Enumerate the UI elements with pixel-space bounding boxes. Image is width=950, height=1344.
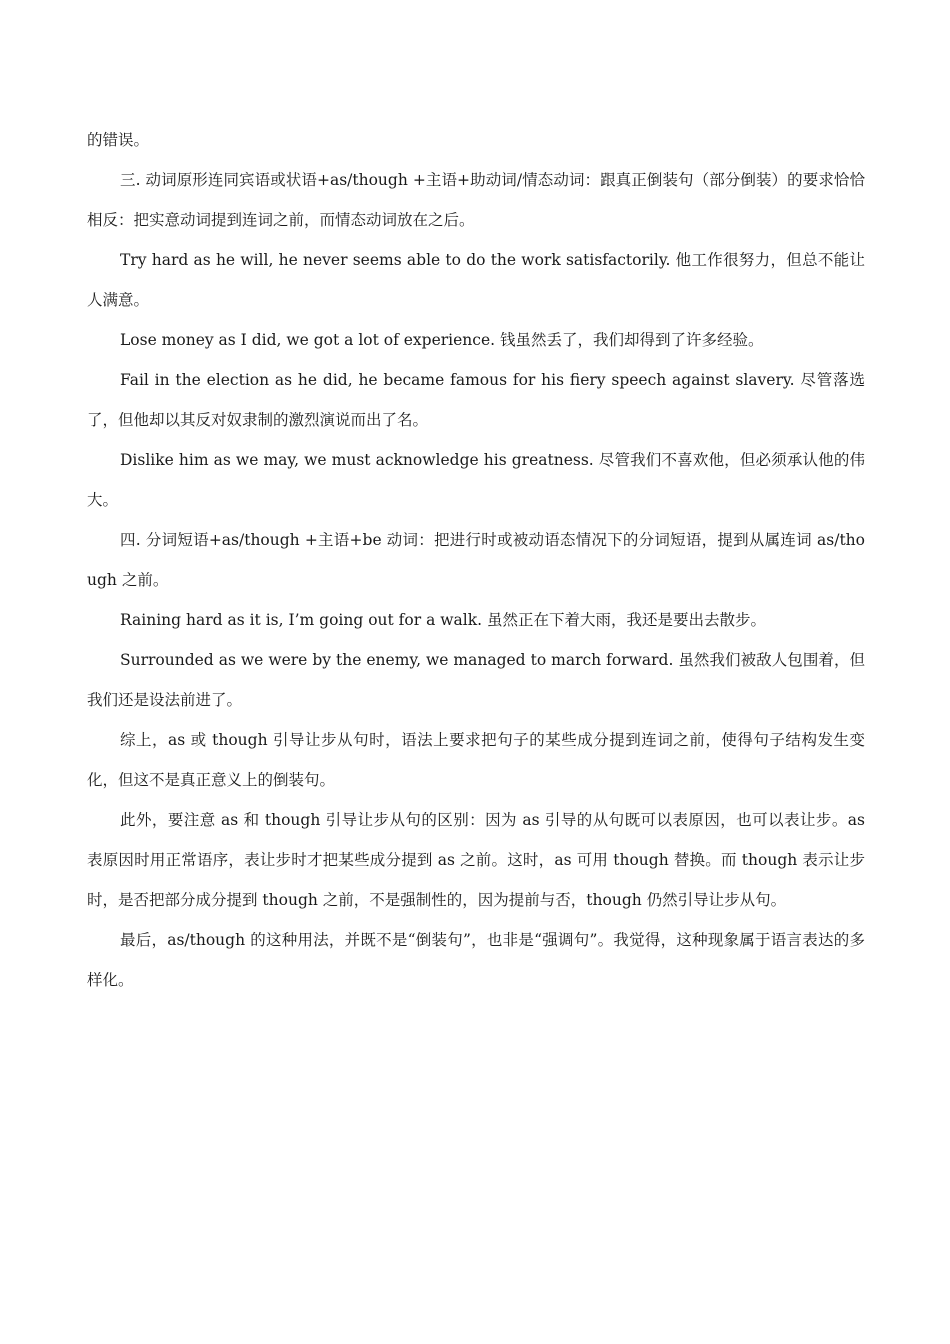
paragraph-example-surrounded: Surrounded as we were by the enemy, we managed to march forward. 虽然我们被敌人包围着，但我们还是设法前进了。: [87, 651, 865, 709]
paragraph-example-fail-election: Fail in the election as he did, he became famous for his fiery speech against slavery. 尽管落选了，但他却以其反对奴隶制的激烈演说而出了名。: [87, 371, 865, 429]
document-body: [87, 120, 865, 1000]
paragraph-rule-four: 四. 分词短语+as/though +主语+be 动词：把进行时或被动语态情况下的分词短语，提到从属连词 as/though 之前。: [87, 531, 865, 589]
paragraph-example-dislike-him: Dislike him as we may, we must acknowledge his greatness. 尽管我们不喜欢他，但必须承认他的伟大。: [87, 451, 865, 509]
paragraph-rule-three: 三. 动词原形连同宾语或状语+as/though +主语+助动词/情态动词：跟真正倒装句（部分倒装）的要求恰恰相反：把实意动词提到连词之前，而情态动词放在之后。: [87, 171, 865, 229]
paragraph-example-try-hard: Try hard as he will, he never seems able to do the work satisfactorily. 他工作很努力，但总不能让人满意。: [87, 251, 865, 309]
paragraph-continuation: 的错误。: [87, 131, 150, 149]
paragraph-example-raining: Raining hard as it is, I’m going out for a walk. 虽然正在下着大雨，我还是要出去散步。: [120, 611, 766, 629]
paragraph-summary: 综上，as 或 though 引导让步从句时，语法上要求把句子的某些成分提到连词之前，使得句子结构发生变化，但这不是真正意义上的倒装句。: [87, 731, 865, 789]
paragraph-example-lose-money: Lose money as I did, we got a lot of experience. 钱虽然丢了，我们却得到了许多经验。: [120, 331, 764, 349]
paragraph-conclusion: 最后，as/though 的这种用法，并既不是“倒装句”，也非是“强调句”。我觉得，这种现象属于语言表达的多样化。: [87, 931, 865, 989]
paragraph-as-though-difference: 此外，要注意 as 和 though 引导让步从句的区别：因为 as 引导的从句既可以表原因，也可以表让步。as 表原因时用正常语序，表让步时才把某些成分提到 as 之前。这时，as 可用 though 替换。而 though 表示让步时，是否把部分成分提到 though 之前，不是强制性的，因为提前与否，though 仍然引导让步从句。: [87, 811, 865, 909]
